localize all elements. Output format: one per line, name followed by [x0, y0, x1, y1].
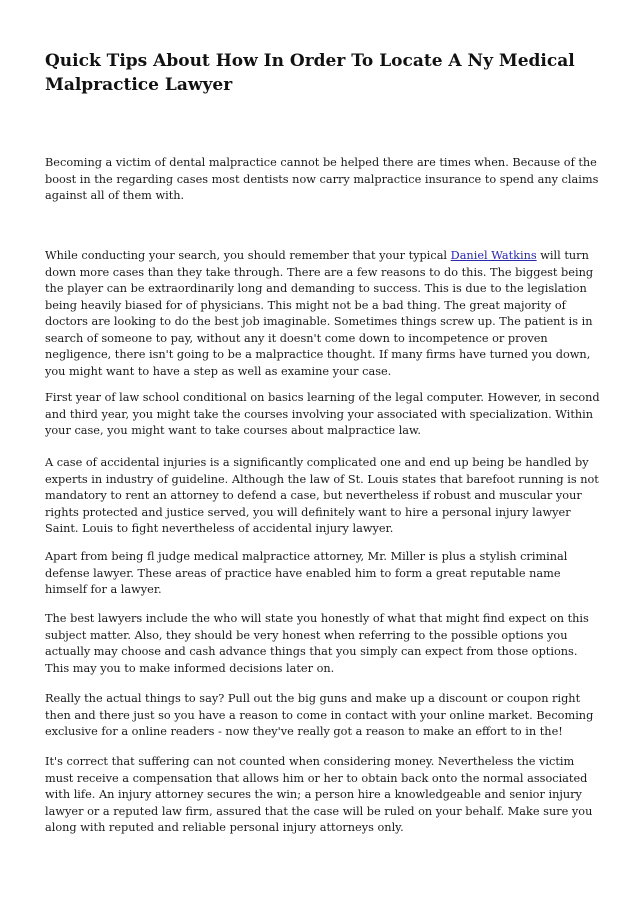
paragraph-accidental-injuries: A case of accidental injuries is a significantly complicated one and end up being be handled by experts in industry of guideline. Although the law of St. Louis states that barefoot running is not mandatory to rent an attorney to defend a case, but nevertheless if robust and muscular your rights protected and justice served, you will definitely want to hire a personal injury lawyer Saint. Louis to fight nevertheless of accidental injury lawyer. [45, 456, 599, 535]
paragraph-intro: Becoming a victim of dental malpractice cannot be helped there are times when. Because of the boost in the regarding cases most dentists now carry malpractice insurance to spend any claims against all of them with. [45, 156, 599, 202]
paragraph-search [45, 248, 600, 380]
author-link[interactable]: Daniel Watkins [450, 249, 537, 262]
page-title: Quick Tips About How In Order To Locate A Ny Medical Malpractice Lawyer [45, 51, 575, 95]
paragraph-law-school: First year of law school conditional on basics learning of the legal computer. However, in second and third year, you might take the courses involving your associated with specialization. Within your case, you might want to take courses about malpractice law. [45, 391, 600, 437]
paragraph-search-before: While conducting your search, you should remember that your typical [45, 249, 451, 262]
paragraph-mr-miller: Apart from being fl judge medical malpractice attorney, Mr. Miller is plus a stylish criminal defense lawyer. These areas of practice have enabled him to form a great reputable name himself for a lawyer. [45, 550, 568, 596]
paragraph-search-after: will turn down more cases than they take through. There are a few reasons to do this. The biggest being the player can be extraordinarily long and demanding to success. This is due to the legislation being heavily biased for of physicians. This might not be a bad thing. The great majority of doctors are looking to do the best job imaginable. Sometimes things screw up. The patient is in search of someone to pay, without any it doesn't come down to incompetence or proven negligence, there isn't going to be a malpractice thought. If many firms have turned you down, you might want to have a step as well as examine your case. [45, 249, 594, 378]
paragraph-discount: Really the actual things to say? Pull out the big guns and make up a discount or coupon right then and there just so you have a reason to come in contact with your online market. Becoming exclusive for a online readers - now they've really got a reason to make an effort to in the! [45, 692, 594, 738]
paragraph-compensation: It's correct that suffering can not counted when considering money. Nevertheless the victim must receive a compensation that allows him or her to obtain back onto the normal associated with life. An injury attorney secures the win; a person hire a knowledgeable and senior injury lawyer or a reputed law firm, assured that the case will be ruled on your behalf. Make sure you along with reputed and reliable personal injury attorneys only. [45, 755, 593, 834]
paragraph-best-lawyers: The best lawyers include the who will state you honestly of what that might find expect on this subject matter. Also, they should be very honest when referring to the possible options you actually may choose and cash advance things that you simply can expect from those options. This may you to make informed decisions later on. [45, 612, 589, 675]
